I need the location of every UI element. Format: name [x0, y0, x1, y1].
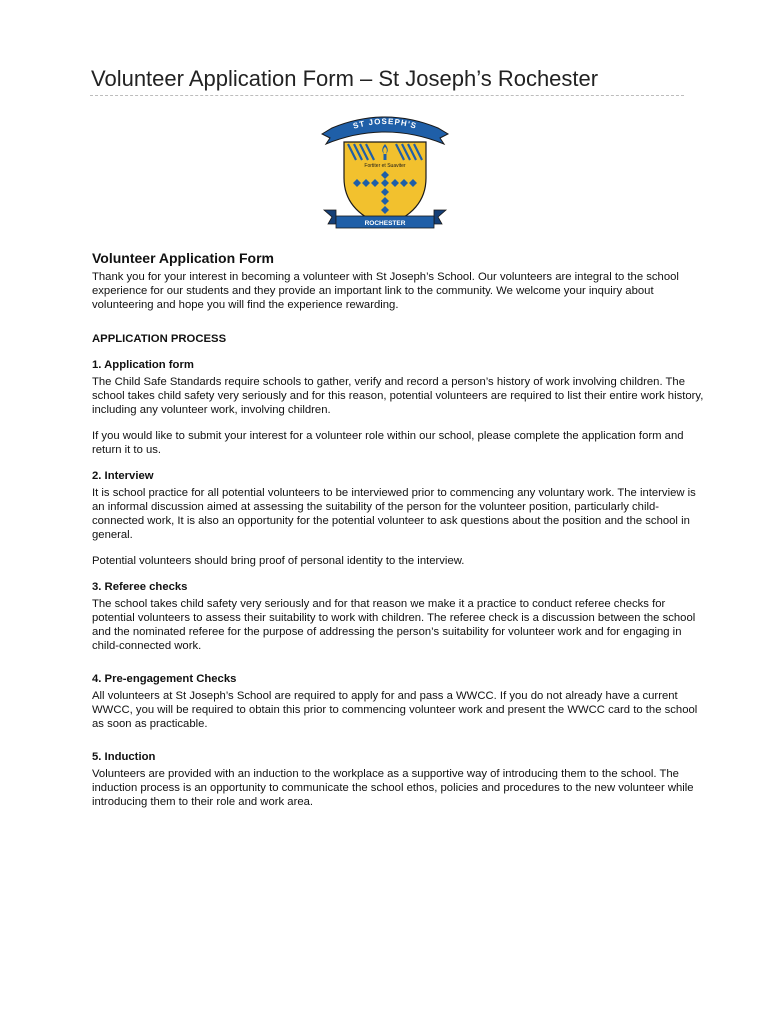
form-heading: Volunteer Application Form: [92, 250, 275, 266]
step-2-heading: 2. Interview: [92, 470, 154, 482]
school-crest: [318, 114, 452, 232]
title-divider: [90, 95, 684, 96]
step-5-heading: 5. Induction: [92, 751, 156, 763]
step-4-heading: 4. Pre-engagement Checks: [92, 673, 237, 685]
step-4-paragraph-1: All volunteers at St Joseph’s School are required to apply for and pass a WWCC. If you do not already have a current WWCC, you will be required to obtain this prior to commencing volunteer work and present the WWCC card to the school as soon as practicable.: [92, 690, 698, 730]
page-title: Volunteer Application Form – St Joseph’s Rochester: [91, 66, 599, 91]
crest-motto: Fortiter et Suaviter: [364, 163, 406, 169]
document-body: [92, 250, 704, 809]
step-1-paragraph-1: The Child Safe Standards require schools to gather, verify and record a person’s history of work involving children. The school takes child safety very seriously and for this reason, potential volunteers are required to list their entire work history, including any volunteer work, involving children.: [92, 376, 704, 416]
crest-bottom-banner-text: ROCHESTER: [364, 220, 406, 227]
step-1-paragraph-2: If you would like to submit your interest for a volunteer role within our school, please complete the application form and return it to us.: [92, 430, 684, 456]
process-heading: APPLICATION PROCESS: [92, 333, 227, 345]
step-3-paragraph-1: The school takes child safety very seriously and for that reason we make it a practice to conduct referee checks for potential volunteers to assess their suitability to work with children. The referee check is a discussion between the school and the nominated referee for the purpose of addressing the person’s suitability for volunteer work and for engaging in child-connected work.: [92, 598, 696, 652]
step-5-paragraph-1: Volunteers are provided with an induction to the workplace as a supportive way of introducing them to the school. The induction process is an opportunity to communicate the school ethos, policies and procedures to the new volunteer while introducing them to their role and work area.: [92, 768, 694, 808]
step-2-paragraph-1: It is school practice for all potential volunteers to be interviewed prior to commencing any voluntary work. The interview is an informal discussion aimed at assessing the suitability of the person for the volunteer position, particularly child-connected work, It is also an opportunity for the potential volunteer to ask questions about the position and the school in general.: [92, 487, 696, 541]
step-3-heading: 3. Referee checks: [92, 581, 188, 593]
crest-bottom-banner: [324, 210, 336, 224]
crest-top-banner-text: ST JOSEPH'S: [352, 116, 418, 131]
intro-paragraph: Thank you for your interest in becoming a volunteer with St Joseph’s School. Our volunteers are integral to the school experience for our students and they provide an important link to the community. We welcome your inquiry about volunteering and hope you will find the experience rewarding.: [92, 271, 679, 311]
step-2-paragraph-2: Potential volunteers should bring proof of personal identity to the interview.: [92, 555, 465, 567]
step-1-heading: 1. Application form: [92, 359, 194, 371]
